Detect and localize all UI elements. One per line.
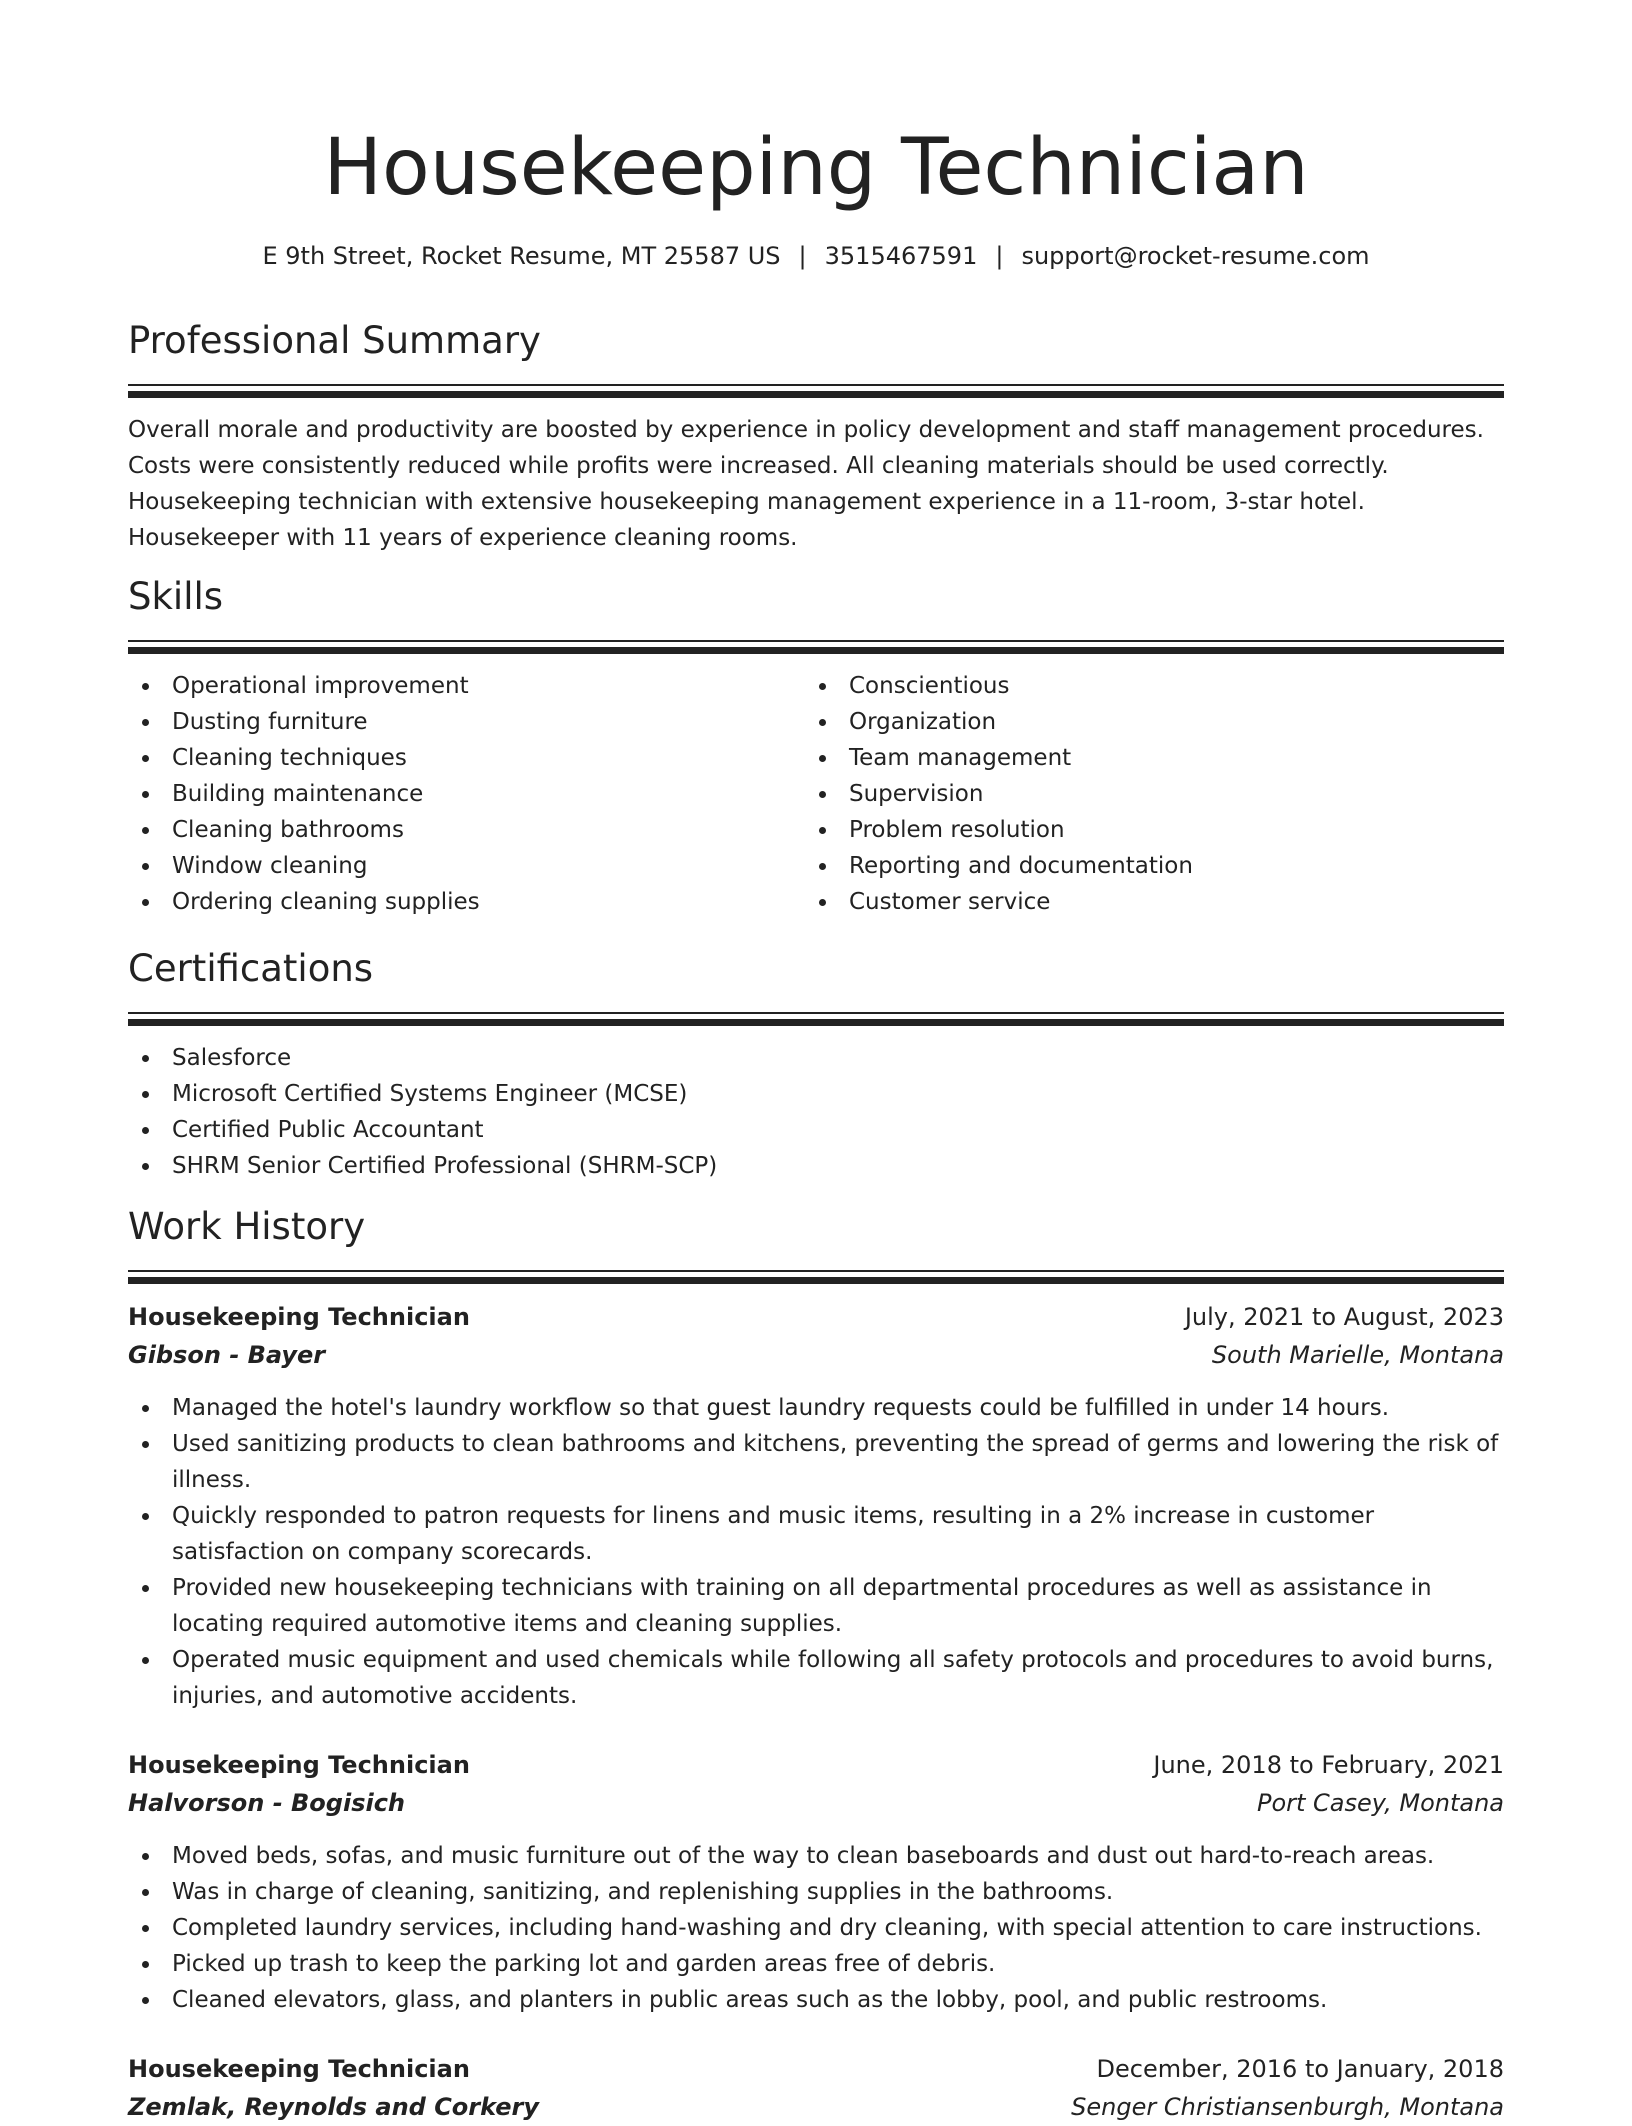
skill-item: Building maintenance (128, 776, 805, 812)
skill-item: Cleaning bathrooms (128, 812, 805, 848)
certification-item: SHRM Senior Certified Professional (SHRM-SCP) (128, 1148, 1504, 1184)
certifications-section (128, 944, 1504, 1184)
section-title-summary: Professional Summary (128, 319, 541, 362)
skill-item: Customer service (805, 884, 1482, 920)
email-link[interactable]: support@rocket-resume.com (1021, 242, 1370, 270)
job-title: Housekeeping Technician (128, 1751, 470, 1779)
job-entry (128, 1298, 1504, 1714)
skill-item: Dusting furniture (128, 704, 805, 740)
skills-list-left (128, 668, 805, 920)
skill-item: Cleaning techniques (128, 740, 805, 776)
skill-item: Ordering cleaning supplies (128, 884, 805, 920)
skill-item: Supervision (805, 776, 1482, 812)
job-bullet: Was in charge of cleaning, sanitizing, and replenishing supplies in the bathrooms. (128, 1874, 1504, 1910)
section-divider-thick (128, 1019, 1504, 1026)
job-location: Port Casey, Montana (1256, 1789, 1504, 1817)
job-subheader (128, 2088, 1504, 2126)
job-location: South Marielle, Montana (1211, 1341, 1504, 1369)
job-company: Gibson - Bayer (128, 1341, 326, 1369)
skill-item: Conscientious (805, 668, 1482, 704)
job-company: Halvorson - Bogisich (128, 1789, 406, 1817)
address: E 9th Street, Rocket Resume, MT 25587 US (262, 242, 781, 270)
job-header (128, 2050, 1504, 2088)
contact-line (128, 238, 1504, 274)
skill-item: Team management (805, 740, 1482, 776)
job-entry (128, 2050, 1504, 2126)
job-bullet: Provided new housekeeping technicians with training on all departmental procedures as well as assistance in locating required automotive items and cleaning supplies. (128, 1570, 1504, 1642)
job-bullet: Operated music equipment and used chemicals while following all safety protocols and procedures to avoid burns, injuries, and automotive accidents. (128, 1642, 1504, 1714)
skill-item: Operational improvement (128, 668, 805, 704)
job-entry (128, 1746, 1504, 2018)
job-company: Zemlak, Reynolds and Corkery (128, 2093, 539, 2121)
job-bullet: Cleaned elevators, glass, and planters in public areas such as the lobby, pool, and public restrooms. (128, 1982, 1504, 2018)
job-bullet: Picked up trash to keep the parking lot and garden areas free of debris. (128, 1946, 1504, 1982)
summary-section (128, 316, 1504, 556)
section-divider (128, 1012, 1504, 1014)
job-bullets (128, 1390, 1504, 1714)
summary-text: Overall morale and productivity are boosted by experience in policy development and staff management procedures. Costs were consistently reduced while profits were increased. All cleaning materials should be used correctly. Housekeeping technician with extensive housekeeping management experience in a 11-room, 3-star hotel. Housekeeper with 11 years of experience cleaning rooms. (128, 417, 1484, 551)
skills-columns (128, 668, 1504, 920)
job-dates: June, 2018 to February, 2021 (1153, 1751, 1504, 1779)
skill-item: Problem resolution (805, 812, 1482, 848)
skill-item: Organization (805, 704, 1482, 740)
section-divider-thick (128, 647, 1504, 654)
section-divider (128, 384, 1504, 386)
skills-list-right (805, 668, 1482, 920)
candidate-name: Housekeeping Technician (323, 123, 1309, 213)
section-divider (128, 1270, 1504, 1272)
job-bullet: Completed laundry services, including hand-washing and dry cleaning, with special attention to care instructions. (128, 1910, 1504, 1946)
section-divider-thick (128, 391, 1504, 398)
skill-item: Window cleaning (128, 848, 805, 884)
section-title-work-history: Work History (128, 1205, 366, 1248)
job-title: Housekeeping Technician (128, 1303, 470, 1331)
phone[interactable]: 3515467591 (824, 242, 978, 270)
job-header (128, 1298, 1504, 1336)
section-divider-thick (128, 1277, 1504, 1284)
work-history-section (128, 1202, 1504, 2126)
job-subheader (128, 1784, 1504, 1822)
skills-section (128, 572, 1504, 920)
section-divider (128, 640, 1504, 642)
job-title: Housekeeping Technician (128, 2055, 470, 2083)
job-bullet: Moved beds, sofas, and music furniture out of the way to clean baseboards and dust out hard-to-reach areas. (128, 1838, 1504, 1874)
separator: | (995, 242, 1004, 270)
job-bullet: Quickly responded to patron requests for linens and music items, resulting in a 2% increase in customer satisfaction on company scorecards. (128, 1498, 1504, 1570)
certification-item: Certified Public Accountant (128, 1112, 1504, 1148)
job-subheader (128, 1336, 1504, 1374)
section-title-skills: Skills (128, 575, 224, 618)
section-title-certifications: Certifications (128, 947, 374, 990)
skill-item: Reporting and documentation (805, 848, 1482, 884)
certification-item: Salesforce (128, 1040, 1504, 1076)
job-location: Senger Christiansenburgh, Montana (1071, 2093, 1504, 2121)
certifications-list (128, 1040, 1504, 1184)
job-dates: July, 2021 to August, 2023 (1184, 1303, 1504, 1331)
job-dates: December, 2016 to January, 2018 (1096, 2055, 1504, 2083)
certification-item: Microsoft Certified Systems Engineer (MCSE) (128, 1076, 1504, 1112)
job-bullet: Used sanitizing products to clean bathrooms and kitchens, preventing the spread of germs and lowering the risk of illness. (128, 1426, 1504, 1498)
job-header (128, 1746, 1504, 1784)
job-bullet: Managed the hotel's laundry workflow so that guest laundry requests could be fulfilled in under 14 hours. (128, 1390, 1504, 1426)
separator: | (798, 242, 807, 270)
job-bullets (128, 1838, 1504, 2018)
